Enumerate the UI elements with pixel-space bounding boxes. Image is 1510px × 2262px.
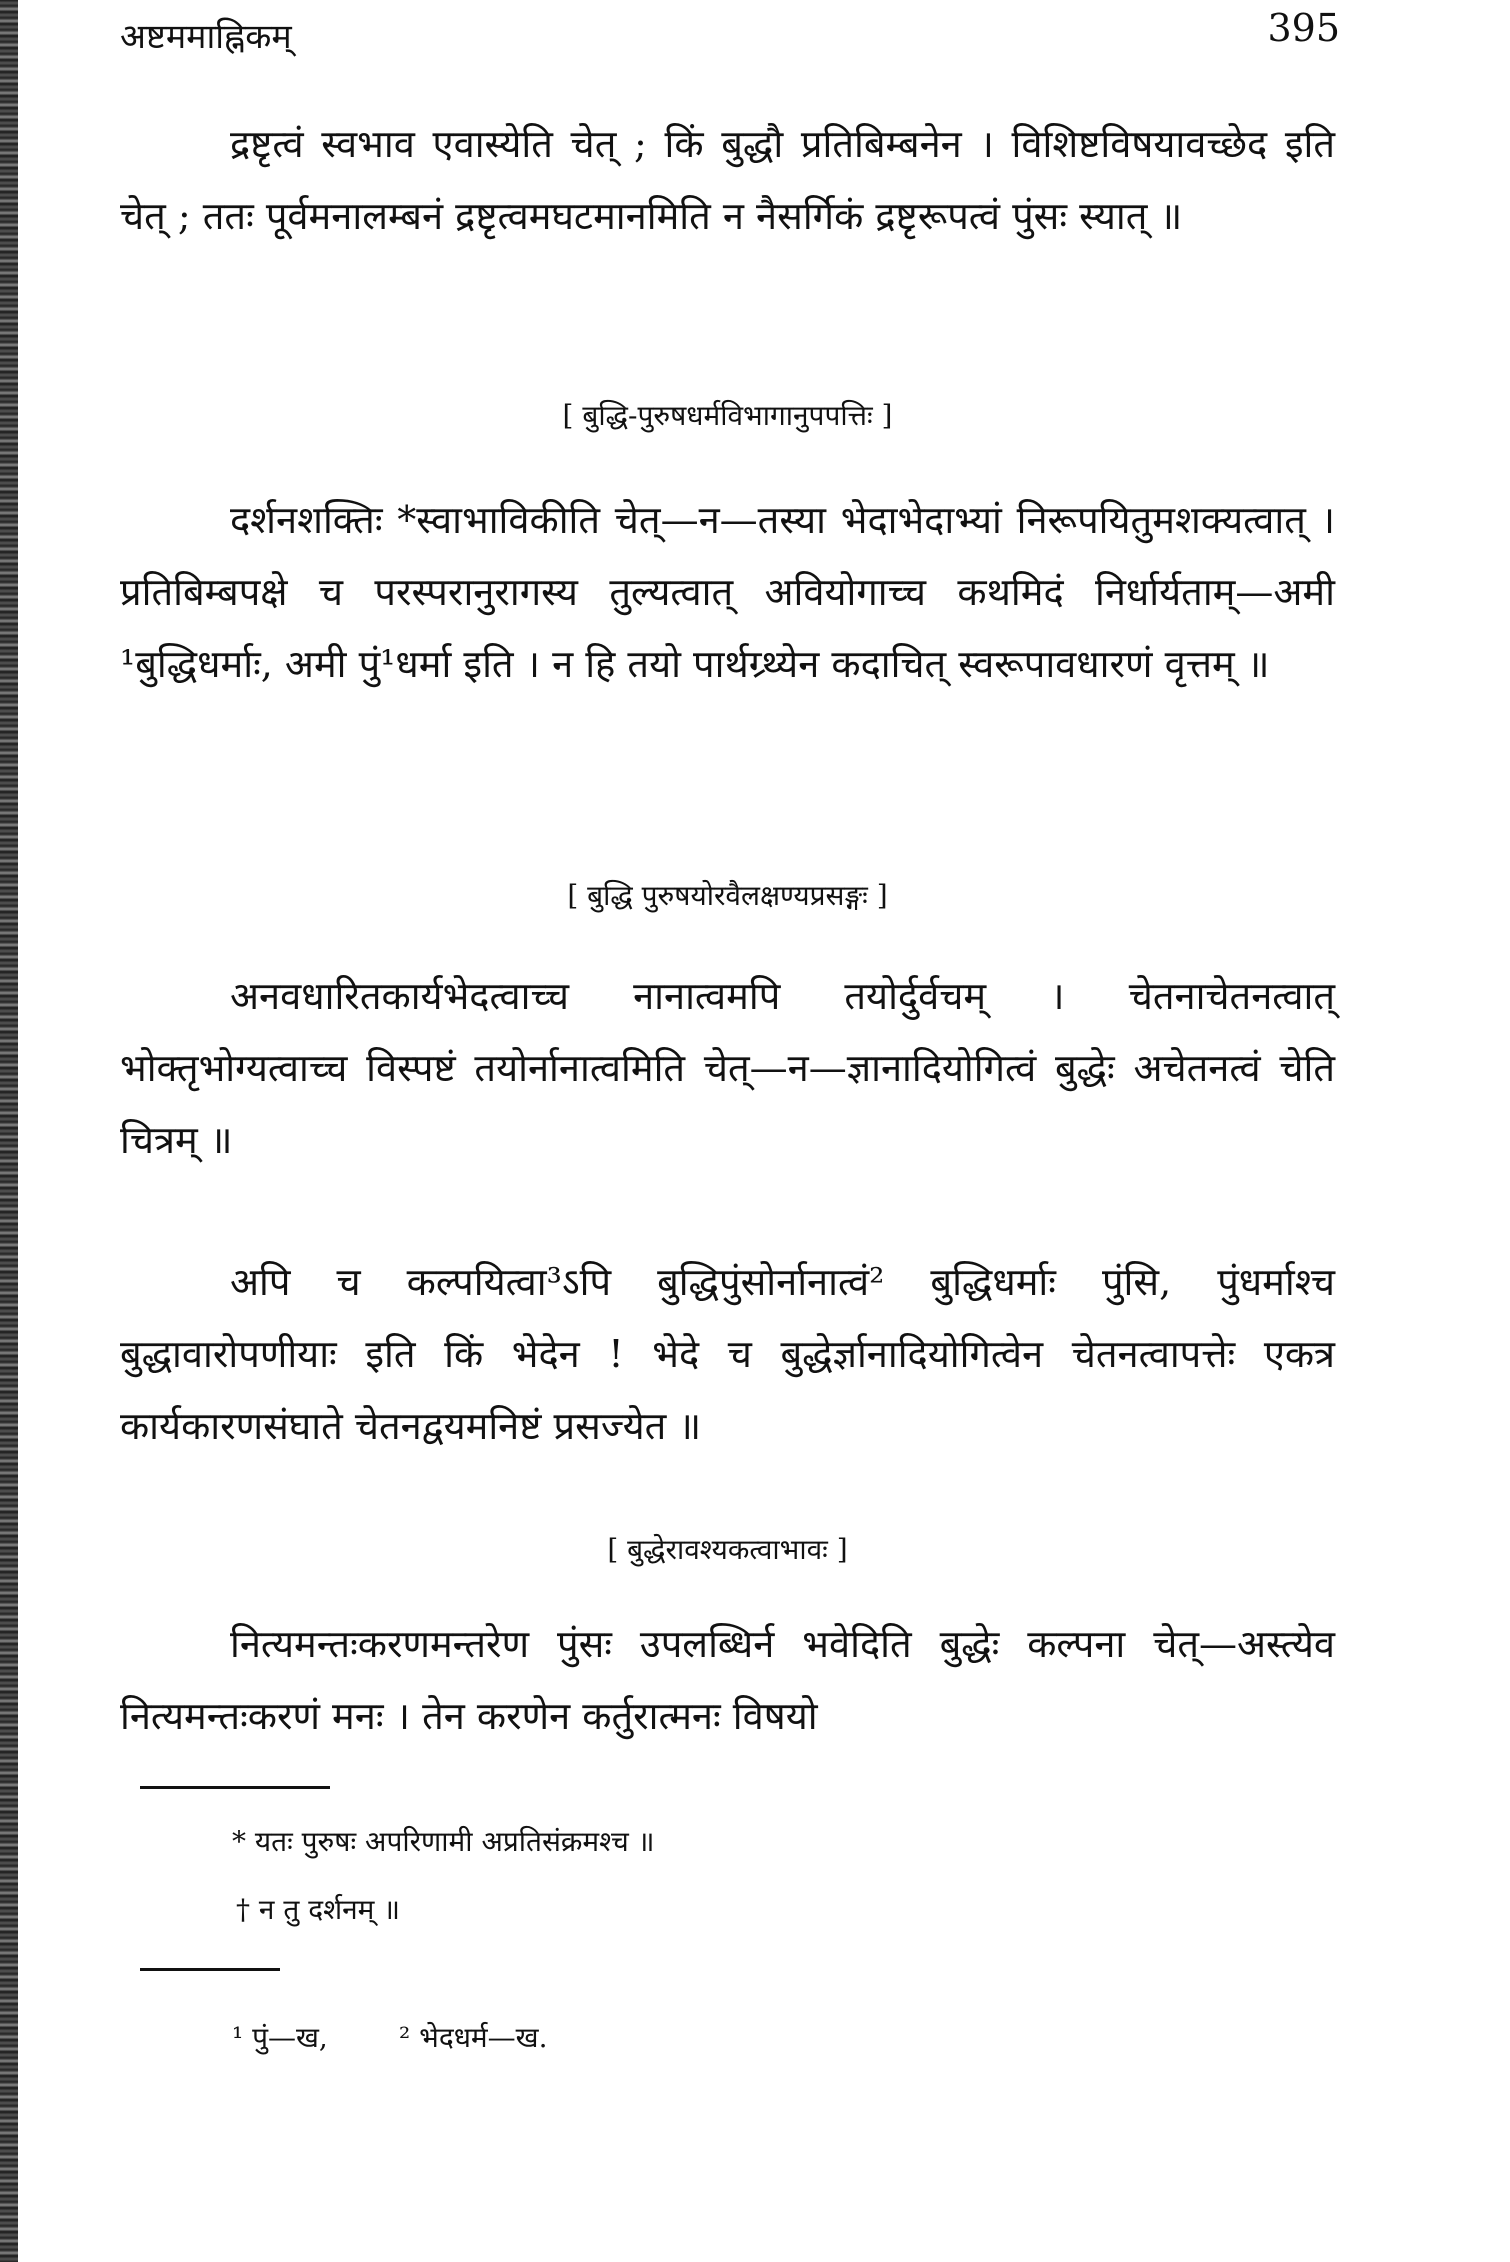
- section-heading-2: [ बुद्धि पुरुषयोरवैलक्षण्यप्रसङ्गः ]: [567, 879, 888, 912]
- paragraph-4: अपि च कल्पयित्वा³ऽपि बुद्धिपुंसोर्नानात्वं² बुद्धिधर्माः पुंसि, पुंधर्माश्च बुद्धावारोपणीयाः इति किं भेदेन ! भेदे च बुद्धेर्ज्ञानादियोगित्वेन चेतनत्वापत्तेः एकत्र कार्यकारणसंघाते चेतनद्वयमनिष्टं प्रसज्येत ॥: [120, 1260, 1335, 1448]
- section-heading-3: [ बुद्धेरावश्यकत्वाभावः ]: [607, 1533, 848, 1566]
- paragraph-5: नित्यमन्तःकरणमन्तरेण पुंसः उपलब्धिर्न भवेदिति बुद्धेः कल्पना चेत्—अस्त्येव नित्यमन्तःकरणं मनः । तेन करणेन कर्तुरात्मनः विषयो: [120, 1622, 1335, 1738]
- section-heading-1: [ बुद्धि-पुरुषधर्मविभागानुपपत्तिः ]: [562, 399, 893, 432]
- paragraph-2: दर्शनशक्तिः *स्वाभाविकीति चेत्—न—तस्या भेदाभेदाभ्यां निरूपयितुमशक्यत्वात् । प्रतिबिम्बपक्षे च परस्परानुरागस्य तुल्यत्वात् अवियोगाच्च कथमिदं निर्धार्यताम्—अमी ¹बुद्धिधर्माः, अमी पुं¹धर्मा इति । न हि तयो पार्थग्र्थ्येन कदाचित् स्वरूपावधारणं वृत्तम् ॥: [120, 498, 1335, 686]
- page-header: [120, 6, 1340, 66]
- footnote-dagger: † न तु दर्शनम् ॥: [236, 1893, 401, 1926]
- paragraph-3: अनवधारितकार्यभेदत्वाच्च नानात्वमपि तयोर्दुर्वचम् । चेतनाचेतनत्वात् भोक्तृभोग्यत्वाच्च विस्पष्टं तयोर्नानात्वमिति चेत्—न—ज्ञानादियोगित्वं बुद्धेः अचेतनत्वं चेति चित्रम् ॥: [120, 974, 1335, 1162]
- running-title: अष्टममाह्निकम्: [120, 17, 292, 57]
- footnote-rule-1: [140, 1786, 330, 1789]
- variant-readings: ¹ पुं—ख, ² भेदधर्म—ख.: [232, 2021, 548, 2054]
- paragraph-1: द्रष्टृत्वं स्वभाव एवास्येति चेत् ; किं बुद्धौ प्रतिबिम्बनेन । विशिष्टविषयावच्छेद इति चेत् ; ततः पूर्वमनालम्बनं द्रष्टृत्वमघटमानमिति न नैसर्गिकं द्रष्टृरूपत्वं पुंसः स्यात् ॥: [120, 122, 1335, 238]
- page-number: 395: [1267, 6, 1340, 50]
- book-spine-edge: [0, 0, 18, 2262]
- footnote-star: * यतः पुरुषः अपरिणामी अप्रतिसंक्रमश्च ॥: [232, 1825, 655, 1858]
- footnote-rule-2: [140, 1968, 280, 1971]
